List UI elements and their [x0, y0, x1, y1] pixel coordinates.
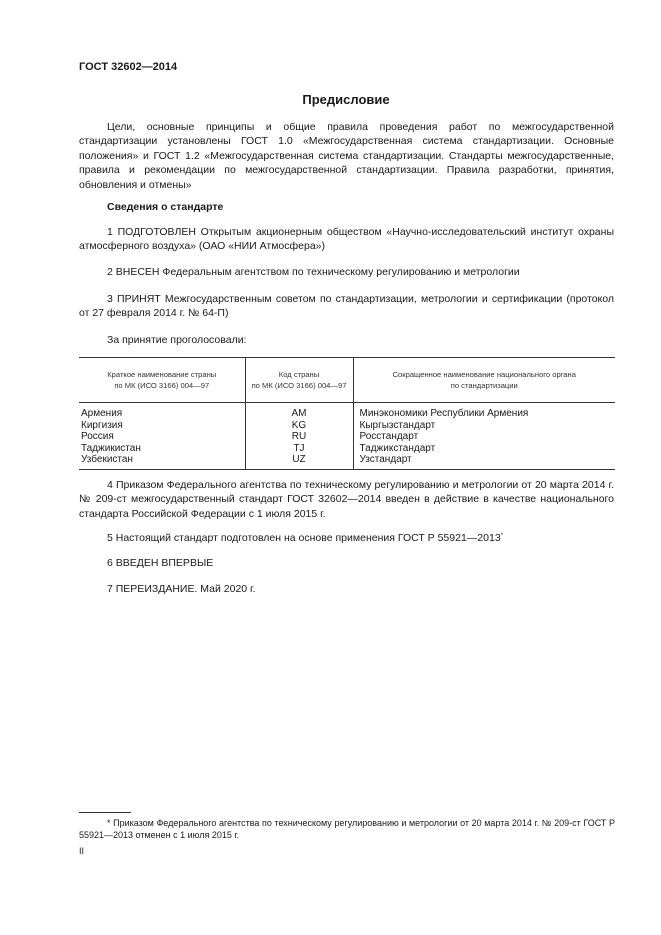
- about-heading: Сведения о стандарте: [107, 201, 224, 213]
- header-org-line2: по стандартизации: [450, 381, 518, 390]
- org-cell: Минэкономики Республики Армения: [353, 403, 615, 420]
- header-org: [353, 358, 615, 403]
- table-row: [79, 403, 615, 420]
- table-row: [79, 443, 615, 455]
- item-5-paragraph: [79, 529, 614, 545]
- table-row: [79, 454, 615, 469]
- document-code-header: ГОСТ 32602—2014: [79, 61, 178, 73]
- table-row: [79, 431, 615, 443]
- code-cell: UZ: [245, 454, 353, 469]
- intro-paragraph: Цели, основные принципы и общие правила проведения работ по межгосударственной стандартизации установлены ГОСТ 1.0 «Межгосударственная система стандартизации. Основные положения» и ГОСТ 1.2 «Межгосударственная система стандартизации. Стандарты межгосударственные, правила и рекомендации по межгосударственной стандартизации. Правила разработки, принятия, обновления и отмены»: [79, 121, 614, 191]
- footnote: [79, 817, 615, 841]
- item-4-paragraph: 4 Приказом Федерального агентства по техническому регулированию и метрологии от 20 марта 2014 г. № 209-ст межгосударственный стандарт ГОСТ 32602—2014 введен в действие в качестве национального стандарта Российской Федерации с 1 июля 2015 г.: [79, 479, 614, 520]
- country-cell: Таджикистан: [81, 442, 141, 454]
- item-5-text: 5 Настоящий стандарт подготовлен на основе применения ГОСТ Р 55921—2013: [107, 532, 501, 544]
- page-title: Предисловие: [302, 92, 390, 107]
- country-cell: Узбекистан: [79, 454, 245, 469]
- header-code-line1: Код страны: [278, 370, 320, 379]
- item-7-paragraph: 7 ПЕРЕИЗДАНИЕ. Май 2020 г.: [107, 583, 256, 595]
- country-cell: Россия: [81, 431, 114, 442]
- header-code: [245, 358, 353, 403]
- item-3-paragraph: 3 ПРИНЯТ Межгосударственным советом по стандартизации, метрологии и сертификации (протокол от 27 февраля 2014 г. № 64-П): [79, 293, 614, 320]
- vote-table-header-row: [79, 358, 615, 403]
- header-country-line1: Краткое наименование страны: [107, 370, 217, 379]
- org-cell: Кыргызстандарт: [353, 420, 615, 432]
- footnote-marker: *: [500, 533, 503, 539]
- org-cell: Росстандарт: [353, 431, 615, 443]
- org-cell: Узстандарт: [353, 454, 615, 469]
- header-org-line1: Сокращенное наименование национального органа: [392, 370, 576, 379]
- header-code-line2: по МК (ИСО 3166) 004—97: [251, 381, 347, 390]
- footnote-text: * Приказом Федерального агентства по техническому регулированию и метрологии от 20 марта 2014 г. № 209-ст ГОСТ Р 55921—2013 отменен с 1 июля 2015 г.: [79, 818, 615, 840]
- footnote-separator: [79, 812, 131, 813]
- code-cell: AM: [245, 403, 353, 420]
- code-cell: TJ: [245, 443, 353, 455]
- item-1-paragraph: 1 ПОДГОТОВЛЕН Открытым акционерным обществом «Научно-исследовательский институт охраны атмосферного воздуха» (ОАО «НИИ Атмосфера»): [79, 226, 614, 253]
- item-2-paragraph: 2 ВНЕСЕН Федеральным агентством по техническому регулированию и метрологии: [107, 266, 520, 278]
- table-row: [79, 420, 615, 432]
- country-cell: Армения: [81, 408, 123, 419]
- item-6-paragraph: 6 ВВЕДЕН ВПЕРВЫЕ: [107, 557, 214, 569]
- code-cell: KG: [245, 420, 353, 432]
- code-cell: RU: [245, 431, 353, 443]
- page-number: II: [79, 846, 85, 856]
- org-cell: Таджикстандарт: [353, 443, 615, 455]
- vote-label: За принятие проголосовали:: [107, 334, 247, 346]
- header-country-line2: по МК (ИСО 3166) 004—97: [114, 381, 210, 390]
- vote-table: [79, 357, 615, 470]
- country-cell: Киргизия: [81, 419, 123, 431]
- header-country: [79, 358, 245, 403]
